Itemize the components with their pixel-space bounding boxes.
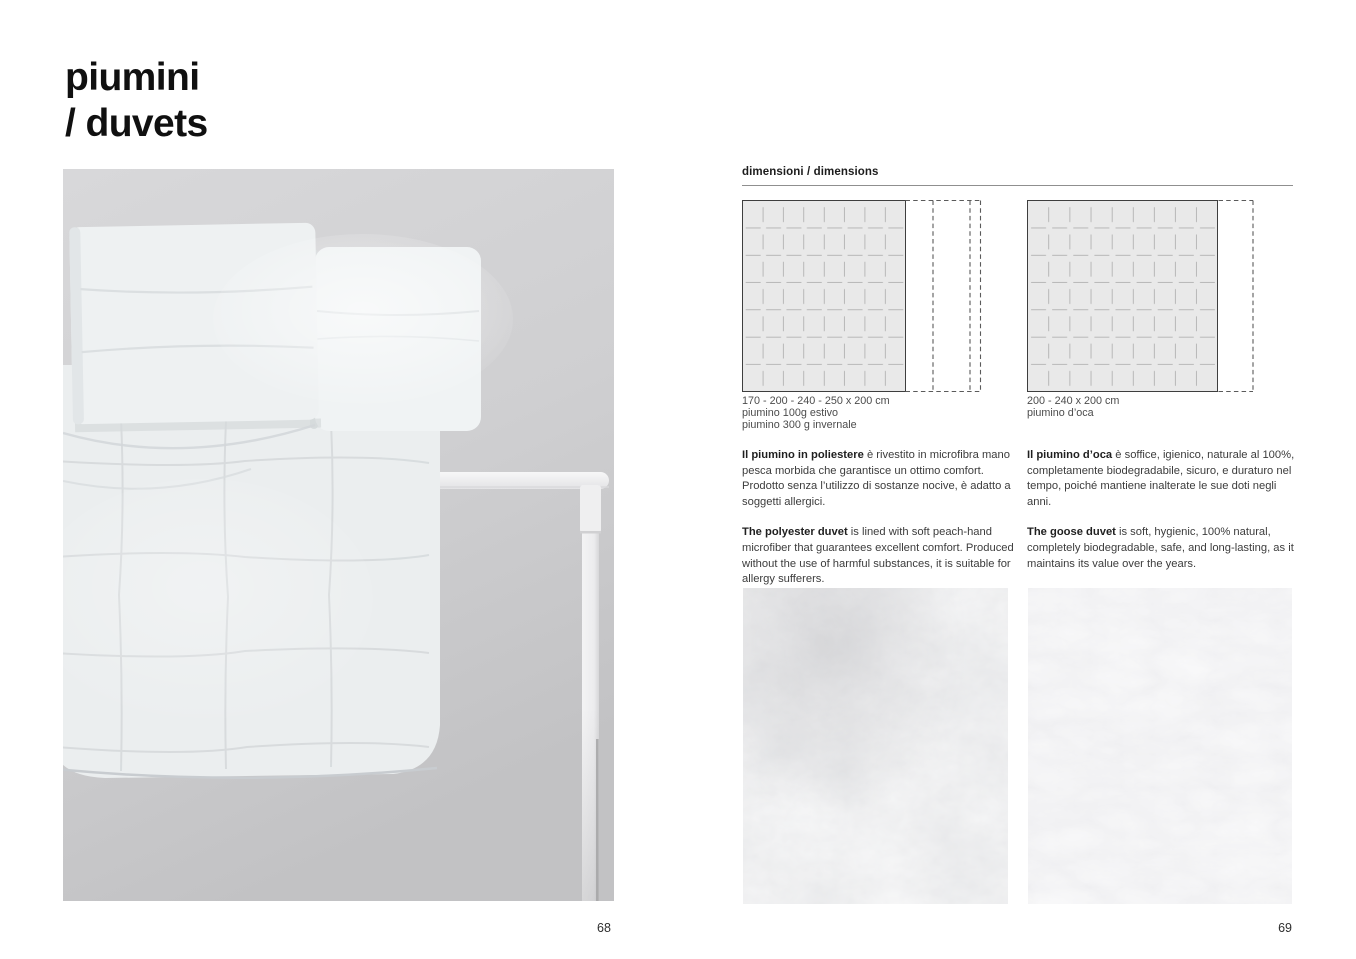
page-title-line2: / duvets: [65, 102, 208, 145]
size-diagram-polyester: [742, 200, 982, 392]
texture-photo-microfiber: [743, 588, 1008, 904]
description-polyester: [742, 448, 1020, 603]
caption-type: piumino d’oca: [1027, 406, 1094, 419]
caption-sizes: 200 - 240 x 200 cm: [1027, 395, 1120, 407]
paragraph-polyester-en: The polyester duvet is lined with soft peach-hand microfiber that guarantees excellent comfort. Produced without the use of harmful substances, it is suitable for allergy sufferers.: [742, 526, 1014, 586]
description-goose: [1027, 448, 1297, 587]
quilt-stitch-pattern: [1028, 201, 1217, 391]
hero-duvet-photo: [63, 169, 614, 901]
page-title-line1: piumini: [65, 56, 200, 99]
caption-fill-summer: piumino 100g estivo: [742, 406, 839, 419]
paragraph-polyester-it: Il piumino in poliestere è rivestito in microfibra mano pesca morbida che garantisce un ottimo comfort. Prodotto senza l’utilizzo di sostanze nocive, è adatto a soggetti allergici.: [742, 449, 1011, 508]
diagram-dashed-sizes: [906, 201, 981, 392]
caption-goose: [1027, 396, 1119, 420]
rack-pole-collar: [580, 485, 601, 533]
size-diagram-goose: [1027, 200, 1254, 392]
caption-polyester: [742, 396, 890, 431]
dimensions-heading: dimensioni / dimensions: [742, 166, 1293, 186]
paragraph-goose-it: Il piumino d’oca è soffice, igienico, naturale al 100%, completamente biodegradabile, sicuro, e duraturo nel tempo, poiché mantiene inalterate le sue doti negli anni.: [1027, 449, 1295, 508]
page-title: [65, 55, 208, 147]
caption-sizes: 170 - 200 - 240 - 250 x 200 cm: [742, 395, 890, 407]
page-number-right: 69: [1278, 921, 1292, 935]
hero-duvet-illustration: [63, 169, 614, 901]
quilt-stitch-pattern: [743, 201, 905, 391]
texture-photo-feathers: [1028, 588, 1292, 904]
caption-fill-winter: piumino 300 g invernale: [742, 418, 857, 431]
paragraph-goose-en: The goose duvet is soft, hygienic, 100% natural, completely biodegradable, safe, and long-lasting, as it maintains its value over the years.: [1027, 526, 1294, 570]
diagram-dashed-sizes: [1219, 201, 1254, 392]
page-number-left: 68: [597, 921, 611, 935]
